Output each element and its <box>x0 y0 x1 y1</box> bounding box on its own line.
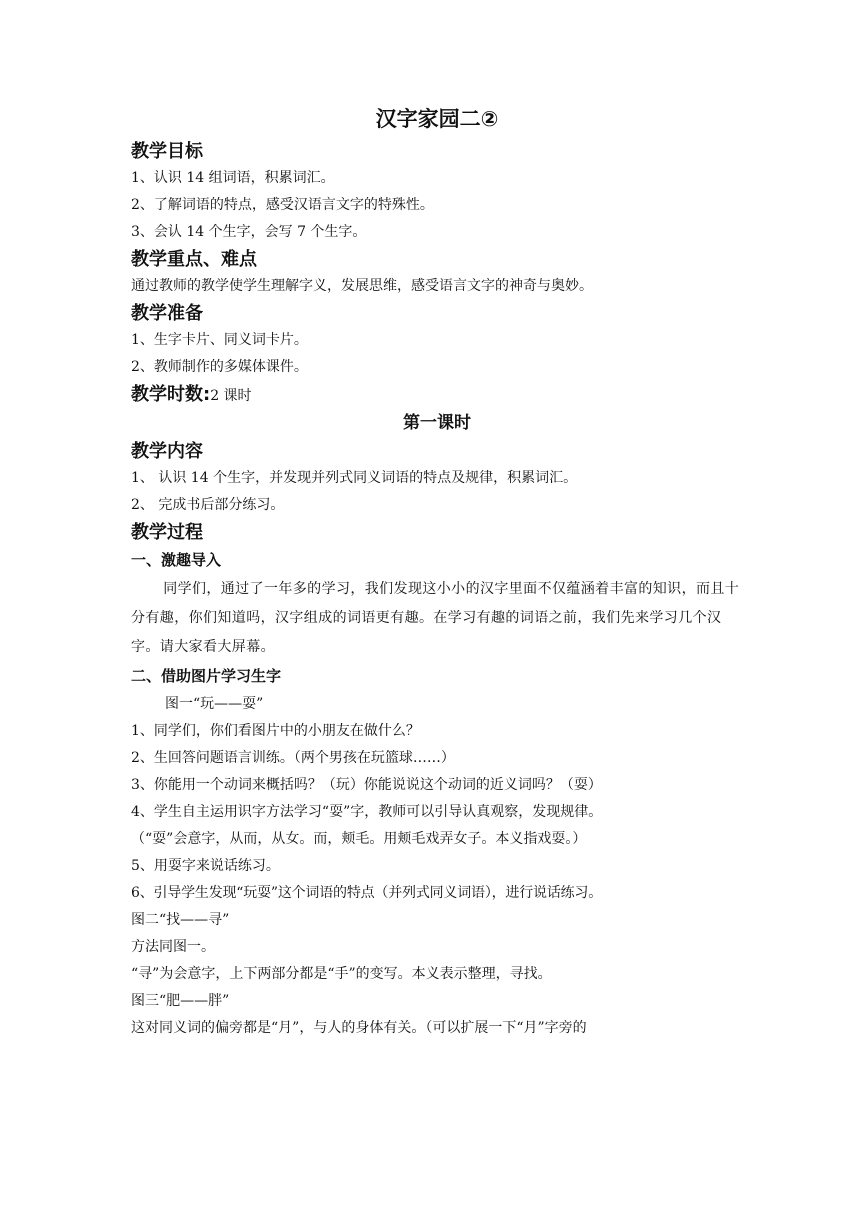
fig3-line: 这对同义词的偏旁都是“月”，与人的身体有关。（可以扩展一下“月”字旁的 <box>131 1020 587 1036</box>
goal-item: 2、了解词语的特点，感受汉语言文字的特殊性。 <box>131 197 434 213</box>
part1-paragraph: 同学们，通过了一年多的学习，我们发现这小小的汉字里面不仅蕴涵着丰富的知识，而且十分有趣，你们知道吗，汉字组成的词语更有趣。在学习有趣的词语之前，我们先来学习几个汉字。请大家看大屏幕。 <box>131 581 740 655</box>
fig2-line: “寻”为会意字，上下两部分都是“手”的变写。本义表示整理，寻找。 <box>131 966 552 982</box>
lesson-title: 第一课时 <box>403 413 471 433</box>
fig1-step: 2、生回答问题语言训练。（两个男孩在玩篮球……） <box>131 750 455 766</box>
preparation-item: 1、生字卡片、同义词卡片。 <box>131 332 308 348</box>
fig3-label: 图三“肥——胖” <box>131 993 230 1009</box>
key-points-heading: 教学重点、难点 <box>131 249 257 270</box>
fig1-step: （“耍”会意字，从而，从女。而，颊毛。用颊毛戏弄女子。本义指戏耍。） <box>131 831 587 847</box>
part2-heading: 二、借助图片学习生字 <box>131 667 282 685</box>
content-heading: 教学内容 <box>131 441 203 462</box>
time-value: 2 课时 <box>210 388 252 404</box>
goal-item: 3、会认 14 个生字，会写 7 个生字。 <box>131 224 367 240</box>
fig1-step: 3、你能用一个动词来概括吗？（玩）你能说说这个动词的近义词吗？（耍） <box>131 777 602 793</box>
key-points-text: 通过教师的教学使学生理解字义，发展思维，感受语言文字的神奇与奥妙。 <box>131 278 593 294</box>
fig1-step: 4、学生自主运用识字方法学习“耍”字，教师可以引导认真观察，发现规律。 <box>131 804 603 820</box>
preparation-heading: 教学准备 <box>131 303 203 324</box>
fig1-step: 5、用耍字来说话练习。 <box>131 858 280 874</box>
content-item: 2、 完成书后部分练习。 <box>131 497 285 513</box>
time-heading: 教学时数: <box>131 384 211 405</box>
fig2-label: 图二“找——寻” <box>131 912 230 928</box>
page-title: 汉字家园二② <box>375 107 499 131</box>
preparation-item: 2、教师制作的多媒体课件。 <box>131 359 308 375</box>
fig1-step: 6、引导学生发现“玩耍”这个词语的特点（并列式同义词语），进行说话练习。 <box>131 885 603 901</box>
fig1-label: 图一“玩——耍” <box>165 696 264 712</box>
process-heading: 教学过程 <box>131 522 203 543</box>
time-row <box>131 381 743 408</box>
document-body <box>131 100 743 1042</box>
part1-heading: 一、激趣导入 <box>131 551 222 569</box>
content-item: 1、 认识 14 个生字，并发现并列式同义词语的特点及规律，积累词汇。 <box>131 470 578 486</box>
fig2-line: 方法同图一。 <box>131 939 215 955</box>
fig1-step: 1、同学们，你们看图片中的小朋友在做什么？ <box>131 723 420 739</box>
goals-heading: 教学目标 <box>131 141 203 162</box>
goal-item: 1、认识 14 组词语，积累词汇。 <box>131 170 335 186</box>
